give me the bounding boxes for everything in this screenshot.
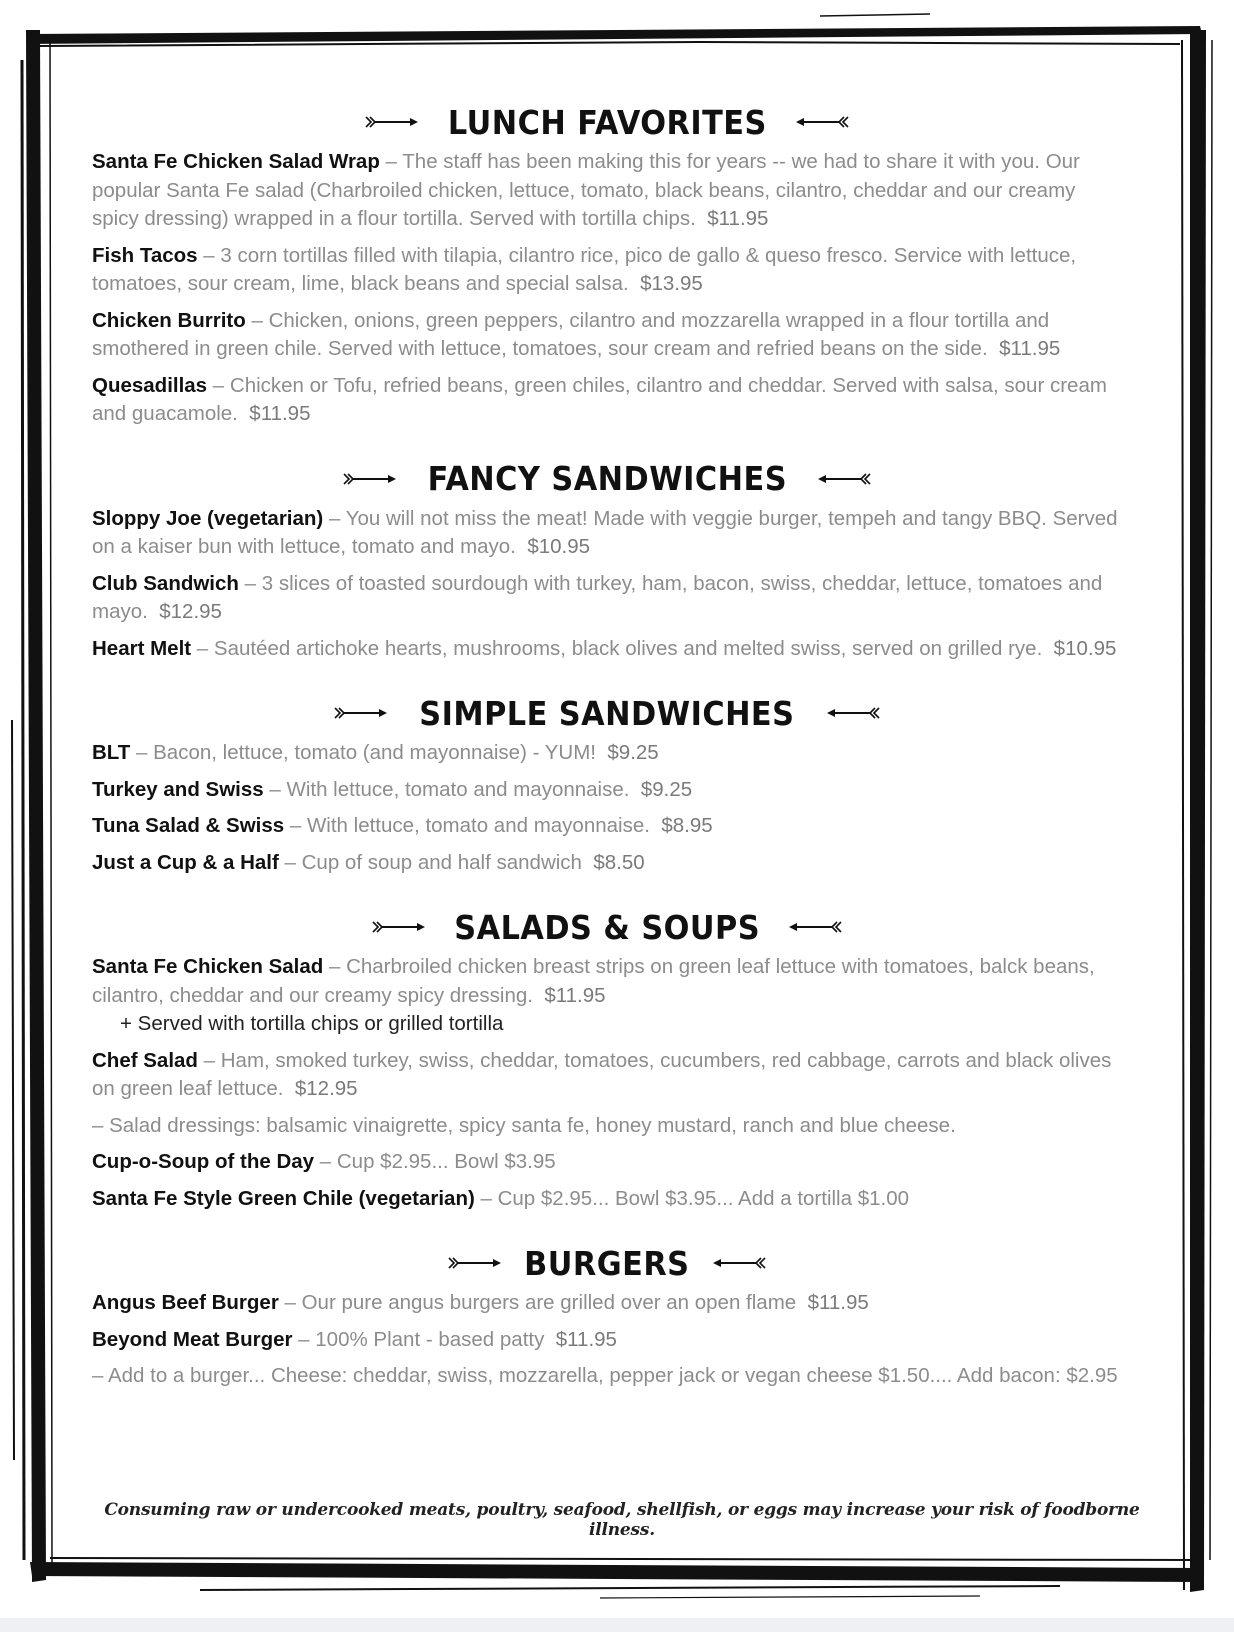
item-price: $10.95 xyxy=(527,535,591,558)
section-heading xyxy=(92,687,1122,739)
item-description: Sautéed artichoke hearts, mushrooms, black olives and melted swiss, served on grilled rye. xyxy=(213,636,1043,660)
menu-item: Just a Cup & a Half – Cup of soup and half sandwich $8.50 xyxy=(92,850,645,874)
item-price: $11.95 xyxy=(249,402,311,425)
item-price: $11.95 xyxy=(999,337,1061,360)
item-description: Cup $2.95... Bowl $3.95... Add a tortilla $1.00 xyxy=(497,1186,910,1210)
item-price: $10.95 xyxy=(1053,636,1117,660)
item-description: Cup $2.95... Bowl $3.95 xyxy=(336,1150,556,1173)
item-name: Chef Salad xyxy=(92,1048,198,1072)
menu-item: Tuna Salad & Swiss – With lettuce, tomato and mayonnaise. $8.95 xyxy=(92,814,713,837)
arrow-left-icon xyxy=(825,706,881,720)
item-name: Beyond Meat Burger xyxy=(92,1327,293,1351)
menu-item: Beyond Meat Burger – 100% Plant - based patty $11.95 xyxy=(92,1327,617,1351)
menu-item: Club Sandwich – 3 slices of toasted sourdough with turkey, ham, bacon, swiss, cheddar, lettuce, tomatoes and mayo. $12.95 xyxy=(92,571,1103,623)
food-safety-disclaimer: Consuming raw or undercooked meats, poultry, seafood, shellfish, or eggs may increase your risk of foodborne illness. xyxy=(104,1500,1140,1540)
item-description: Charbroiled chicken breast strips on green leaf lettuce with tomatoes, balck beans, cilantro, cheddar and our creamy spicy dressing. xyxy=(92,955,1095,1007)
section-title: BURGERS xyxy=(524,1243,690,1283)
item-name: Turkey and Swiss xyxy=(92,777,264,801)
item-name: Sloppy Joe (vegetarian) xyxy=(92,506,324,530)
menu-item: Turkey and Swiss – With lettuce, tomato and mayonnaise. $9.25 xyxy=(92,777,693,801)
item-description: With lettuce, tomato and mayonnaise. xyxy=(286,777,630,801)
item-price: $13.95 xyxy=(640,272,703,295)
menu-item: Angus Beef Burger – Our pure angus burgers are grilled over an open flame $11.95 xyxy=(92,1291,869,1314)
item-description: The staff has been making this for years -- we had to share it with you. Our popular Santa Fe salad (Charbroiled chicken, lettuce, tomato, black beans, cilantro, cheddar and our creamy spicy dressing) wrapped in a flour tortilla. Served with tortilla chips. xyxy=(92,150,1080,230)
section-title: SIMPLE SANDWICHES xyxy=(419,693,795,733)
item-price: $11.95 xyxy=(544,983,606,1007)
arrow-left-icon xyxy=(816,472,872,486)
item-description: Cup of soup and half sandwich xyxy=(301,850,582,874)
arrow-right-icon xyxy=(371,920,427,934)
arrow-right-icon xyxy=(364,115,420,129)
section-heading xyxy=(92,901,1122,953)
arrow-left-icon xyxy=(787,920,843,934)
item-name: Fish Tacos xyxy=(92,243,198,267)
arrow-left-icon xyxy=(711,1256,767,1270)
item-name: Club Sandwich xyxy=(92,571,239,595)
menu-item: Santa Fe Chicken Salad Wrap – The staff has been making this for years -- we had to share it with you. Our popular Santa Fe salad (Charbroiled chicken, lettuce, tomato, black beans, cilantro, cheddar and our creamy spicy dressing) wrapped in a flour tortilla. Served with tortilla chips. $11.95 xyxy=(92,150,1080,230)
item-description: Salad dressings: balsamic vinaigrette, spicy santa fe, honey mustard, ranch and blue cheese. xyxy=(109,1113,956,1137)
section-title: SALADS & SOUPS xyxy=(454,907,760,947)
item-price: $11.95 xyxy=(555,1327,617,1351)
menu-item: Santa Fe Chicken Salad – Charbroiled chicken breast strips on green leaf lettuce with tomatoes, balck beans, cilantro, cheddar and our creamy spicy dressing. $11.95 + Served with tortilla chips or grilled tortilla xyxy=(92,955,1095,1035)
section-heading xyxy=(92,1237,1122,1289)
arrow-right-icon xyxy=(342,472,398,486)
arrow-left-icon xyxy=(794,115,850,129)
menu-item: – Salad dressings: balsamic vinaigrette, spicy santa fe, honey mustard, ranch and blue cheese. xyxy=(92,1113,956,1137)
item-name: Santa Fe Chicken Salad xyxy=(92,955,324,978)
menu-item: Chef Salad – Ham, smoked turkey, swiss, cheddar, tomatoes, cucumbers, red cabbage, carrots and black olives on green leaf lettuce. $12.95 xyxy=(92,1048,1112,1100)
item-price: $11.95 xyxy=(807,1291,869,1314)
item-name: Angus Beef Burger xyxy=(92,1291,279,1314)
item-description: With lettuce, tomato and mayonnaise. xyxy=(306,814,650,837)
item-name: Quesadillas xyxy=(92,373,208,397)
item-description: 100% Plant - based patty xyxy=(315,1327,545,1351)
menu-item: Chicken Burrito – Chicken, onions, green peppers, cilantro and mozzarella wrapped in a flour tortilla and smothered in green chile. Served with lettuce, tomatoes, sour cream and refried beans on the side. $11.95 xyxy=(92,308,1061,360)
item-description: Bacon, lettuce, tomato (and mayonnaise) - YUM! xyxy=(153,741,596,764)
menu-item: Fish Tacos – 3 corn tortillas filled with tilapia, cilantro rice, pico de gallo & queso fresco. Service with lettuce, tomatoes, sour cream, lime, black beans and special salsa. $13.95 xyxy=(92,243,1077,295)
item-name: Just a Cup & a Half xyxy=(92,850,279,874)
item-name: Tuna Salad & Swiss xyxy=(92,814,285,837)
item-name: Santa Fe Style Green Chile (vegetarian) xyxy=(92,1186,475,1210)
arrow-right-icon xyxy=(333,706,389,720)
item-name: Santa Fe Chicken Salad Wrap xyxy=(92,150,380,173)
item-price: $9.25 xyxy=(607,741,659,764)
section-spacer xyxy=(92,1221,1122,1237)
item-name: Cup-o-Soup of the Day xyxy=(92,1150,315,1173)
item-note: + Served with tortilla chips or grilled tortilla xyxy=(120,1012,504,1035)
item-description: Add to a burger... Cheese: cheddar, swiss, mozzarella, pepper jack or vegan cheese $1.50.... Add bacon: $2.95 xyxy=(107,1364,1118,1387)
item-description: Chicken or Tofu, refried beans, green chiles, cilantro and cheddar. Served with salsa, sour cream and guacamole. xyxy=(92,373,1107,425)
item-description: 3 corn tortillas filled with tilapia, cilantro rice, pico de gallo & queso fresco. Service with lettuce, tomatoes, sour cream, lime, black beans and special salsa. xyxy=(92,243,1077,295)
section-spacer xyxy=(92,885,1122,901)
section-title: FANCY SANDWICHES xyxy=(427,459,787,498)
item-description: Chicken, onions, green peppers, cilantro and mozzarella wrapped in a flour tortilla and smothered in green chile. Served with lettuce, tomatoes, sour cream and refried beans on the side. xyxy=(92,308,1050,360)
section-title: LUNCH FAVORITES xyxy=(447,102,767,142)
item-name: Heart Melt xyxy=(92,636,192,660)
item-description: Ham, smoked turkey, swiss, cheddar, tomatoes, cucumbers, red cabbage, carrots and black olives on green leaf lettuce. xyxy=(92,1048,1112,1100)
item-name: BLT xyxy=(92,741,131,764)
menu-body xyxy=(92,96,1122,1399)
menu-item: Quesadillas – Chicken or Tofu, refried beans, green chiles, cilantro and cheddar. Served with salsa, sour cream and guacamole. $11.95 xyxy=(92,373,1107,425)
menu-item: – Add to a burger... Cheese: cheddar, swiss, mozzarella, pepper jack or vegan cheese $1.50.... Add bacon: $2.95 xyxy=(92,1364,1118,1387)
item-description: You will not miss the meat! Made with veggie burger, tempeh and tangy BBQ. Served on a kaiser bun with lettuce, tomato and mayo. xyxy=(92,506,1118,558)
menu-item: Sloppy Joe (vegetarian) – You will not miss the meat! Made with veggie burger, tempeh and tangy BBQ. Served on a kaiser bun with lettuce, tomato and mayo. $10.95 xyxy=(92,506,1118,558)
item-name: Chicken Burrito xyxy=(92,308,246,332)
item-price: $12.95 xyxy=(294,1077,358,1100)
menu-item: Cup-o-Soup of the Day – Cup $2.95... Bowl $3.95 xyxy=(92,1150,556,1173)
item-price: $9.25 xyxy=(640,777,693,801)
menu-item: Heart Melt – Sautéed artichoke hearts, mushrooms, black olives and melted swiss, served on grilled rye. $10.95 xyxy=(92,636,1117,660)
item-description: Our pure angus burgers are grilled over an open flame xyxy=(301,1291,797,1314)
menu-item: Santa Fe Style Green Chile (vegetarian) – Cup $2.95... Bowl $3.95... Add a tortilla $1.00 xyxy=(92,1186,910,1210)
item-price: $11.95 xyxy=(707,207,769,230)
section-heading xyxy=(92,453,1122,505)
item-price: $8.95 xyxy=(661,814,713,837)
section-spacer xyxy=(92,671,1122,687)
section-spacer xyxy=(92,437,1122,453)
menu-item: BLT – Bacon, lettuce, tomato (and mayonnaise) - YUM! $9.25 xyxy=(92,741,659,764)
item-price: $12.95 xyxy=(159,600,222,623)
arrow-right-icon xyxy=(447,1256,503,1270)
item-price: $8.50 xyxy=(593,850,645,874)
section-heading xyxy=(92,96,1122,148)
item-description: 3 slices of toasted sourdough with turkey, ham, bacon, swiss, cheddar, lettuce, tomatoes and mayo. xyxy=(92,571,1103,623)
